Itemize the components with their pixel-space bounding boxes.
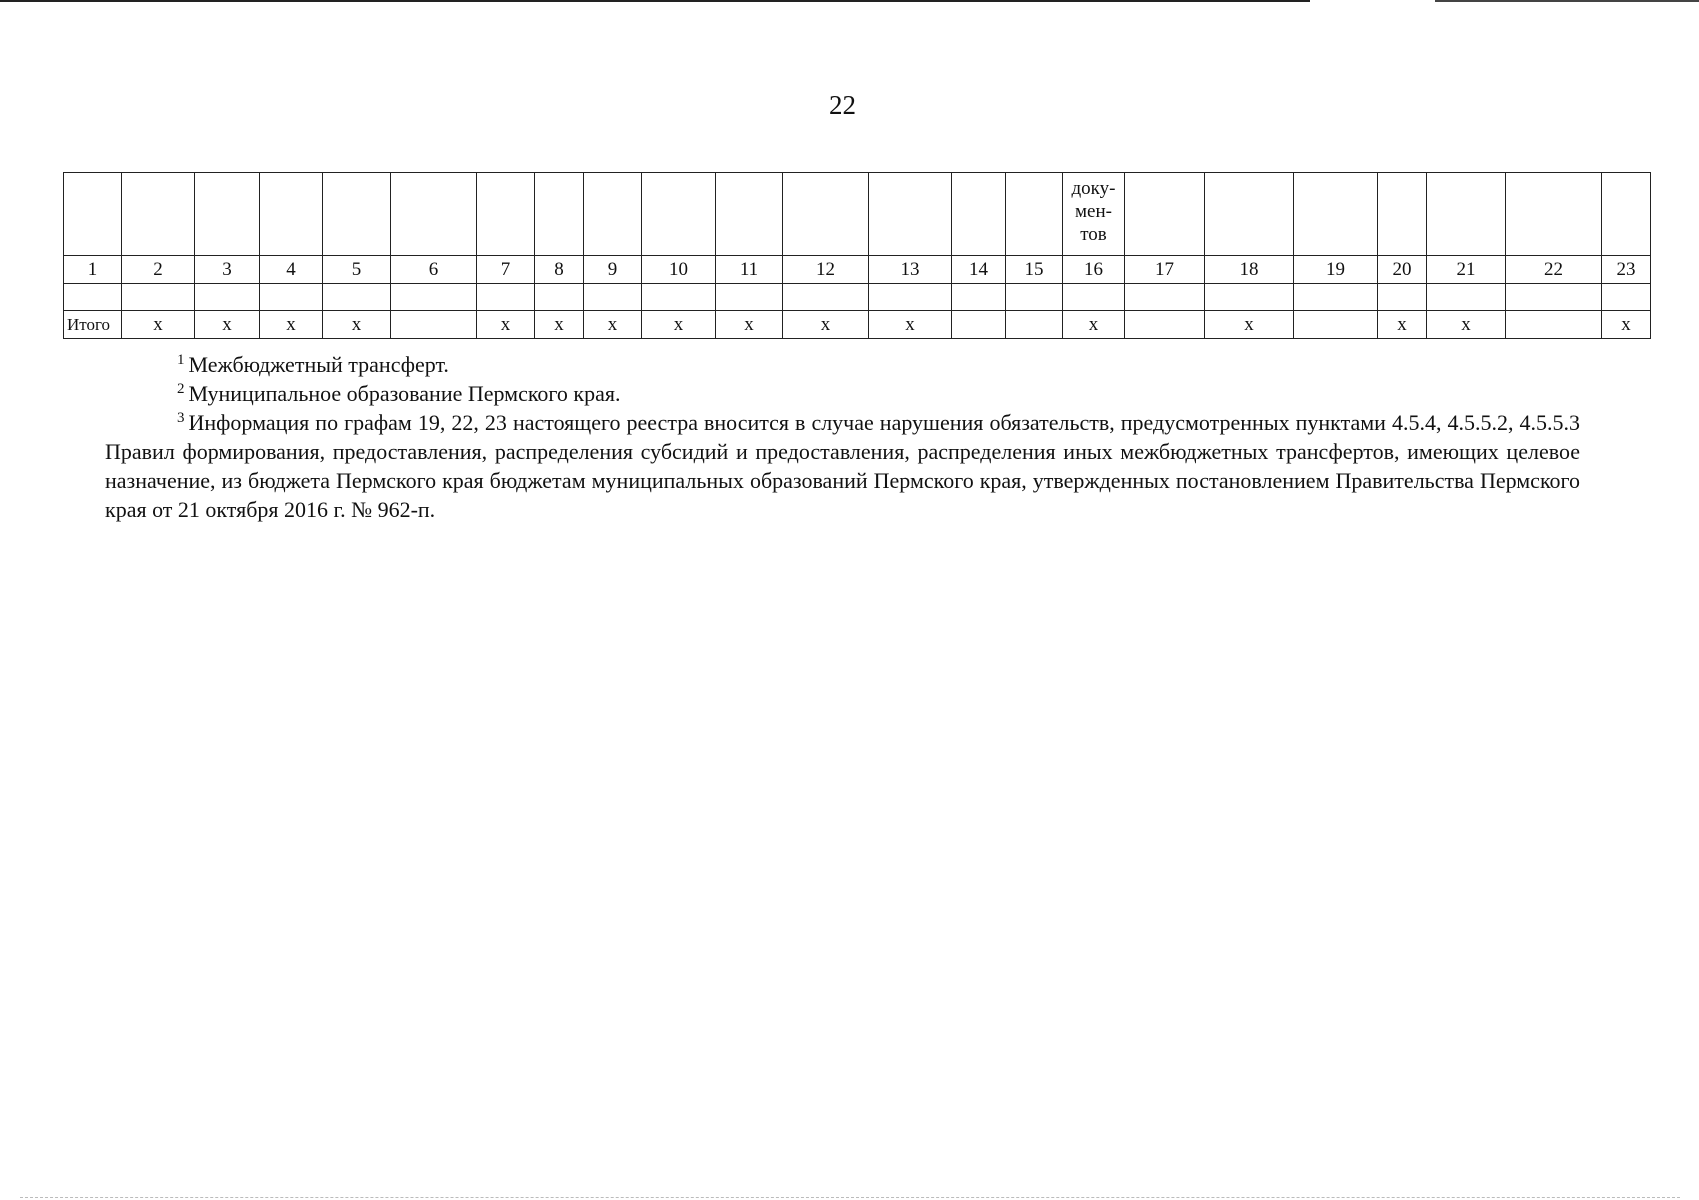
bottom-border-line: [20, 1197, 1680, 1199]
total-cell: x: [1602, 311, 1651, 339]
total-cell: [391, 311, 477, 339]
total-cell: x: [323, 311, 391, 339]
footnote-marker: 3: [177, 410, 185, 426]
table-cell: [477, 173, 535, 256]
total-cell: x: [122, 311, 195, 339]
column-number: 12: [783, 256, 869, 284]
table-cell: [1063, 284, 1125, 311]
total-cell: x: [783, 311, 869, 339]
table-cell: [535, 284, 584, 311]
table-cell: [195, 173, 260, 256]
table-cell: [716, 173, 783, 256]
total-cell: [1125, 311, 1205, 339]
table-cell: [1378, 284, 1427, 311]
total-cell: x: [1427, 311, 1506, 339]
total-cell: x: [642, 311, 716, 339]
column-number: 1: [64, 256, 122, 284]
footnote-3: [105, 408, 1580, 524]
table-cell: [260, 173, 323, 256]
table-cell: [1427, 173, 1506, 256]
table-cell: [952, 173, 1006, 256]
table-cell: [323, 173, 391, 256]
column-number: 11: [716, 256, 783, 284]
footnote-marker: 2: [177, 381, 185, 397]
table-cell: [1506, 173, 1602, 256]
table-cell: [1205, 284, 1294, 311]
column-number: 19: [1294, 256, 1378, 284]
table-cell: [1125, 284, 1205, 311]
table-cell: [122, 173, 195, 256]
table-cell: [323, 284, 391, 311]
footnotes: [105, 350, 1580, 524]
page-number: 22: [829, 90, 856, 120]
footnote-2: [105, 379, 1580, 408]
column-number: 10: [642, 256, 716, 284]
table-cell: [1602, 173, 1651, 256]
table-cell: [783, 284, 869, 311]
table-cell: [260, 284, 323, 311]
table-cell: [122, 284, 195, 311]
table-cell: [584, 173, 642, 256]
table-cell: [1506, 284, 1602, 311]
column-number: 15: [1006, 256, 1063, 284]
table-cell: [869, 173, 952, 256]
header-fragment-line: доку-: [1071, 178, 1116, 199]
column-number: 13: [869, 256, 952, 284]
column-number: 6: [391, 256, 477, 284]
table-cell: [195, 284, 260, 311]
table-cell: [1427, 284, 1506, 311]
header-fragment-line: мен-: [1075, 201, 1112, 222]
top-border-line: [0, 0, 1310, 2]
column-number: 17: [1125, 256, 1205, 284]
table-cell: [477, 284, 535, 311]
column-number: 9: [584, 256, 642, 284]
table-cell: [642, 284, 716, 311]
table-cell: [535, 173, 584, 256]
total-cell: x: [1063, 311, 1125, 339]
column-numbers-row: [64, 256, 1651, 284]
column-number: 16: [1063, 256, 1125, 284]
table-cell: [584, 284, 642, 311]
total-cell: x: [1205, 311, 1294, 339]
register-table: [63, 172, 1651, 339]
empty-data-row: [64, 284, 1651, 311]
table-cell: [391, 173, 477, 256]
header-fragment-line: тов: [1080, 224, 1107, 245]
total-cell: x: [477, 311, 535, 339]
column-number: 8: [535, 256, 584, 284]
table-cell: [1006, 173, 1063, 256]
total-cell: [952, 311, 1006, 339]
total-cell: x: [195, 311, 260, 339]
table-header-row: [64, 173, 1651, 256]
total-row: [64, 311, 1651, 339]
total-cell: [1506, 311, 1602, 339]
top-border-line-right: [1435, 0, 1699, 2]
table-cell: [1294, 284, 1378, 311]
table-cell: [1006, 284, 1063, 311]
table-cell: [783, 173, 869, 256]
total-cell: x: [1378, 311, 1427, 339]
column-number: 2: [122, 256, 195, 284]
total-cell: x: [869, 311, 952, 339]
total-cell: x: [260, 311, 323, 339]
total-label: Итого: [64, 311, 122, 339]
total-cell: x: [535, 311, 584, 339]
column-number: 4: [260, 256, 323, 284]
total-cell: [1294, 311, 1378, 339]
table-cell: [1378, 173, 1427, 256]
total-cell: [1006, 311, 1063, 339]
column-number: 18: [1205, 256, 1294, 284]
footnote-text: Муниципальное образование Пермского края.: [188, 381, 621, 406]
column-number: 20: [1378, 256, 1427, 284]
table-cell: [716, 284, 783, 311]
table-cell: [952, 284, 1006, 311]
header-cell-documents: [1063, 173, 1125, 256]
footnote-text: Межбюджетный трансферт.: [188, 352, 449, 377]
table-cell: [1125, 173, 1205, 256]
column-number: 14: [952, 256, 1006, 284]
table-cell: [869, 284, 952, 311]
total-cell: x: [716, 311, 783, 339]
table-cell: [1602, 284, 1651, 311]
table-cell: [64, 173, 122, 256]
table-cell: [64, 284, 122, 311]
footnote-1: [105, 350, 1580, 379]
column-number: 3: [195, 256, 260, 284]
table-cell: [391, 284, 477, 311]
column-number: 7: [477, 256, 535, 284]
column-number: 22: [1506, 256, 1602, 284]
table-cell: [1205, 173, 1294, 256]
column-number: 5: [323, 256, 391, 284]
table-cell: [1294, 173, 1378, 256]
total-cell: x: [584, 311, 642, 339]
column-number: 21: [1427, 256, 1506, 284]
footnote-marker: 1: [177, 352, 185, 368]
table-cell: [642, 173, 716, 256]
column-number: 23: [1602, 256, 1651, 284]
footnote-text: Информация по графам 19, 22, 23 настоящего реестра вносится в случае нарушения обязательств, предусмотренных пунктами 4.5.4, 4.5.5.2, 4.5.5.3 Правил формирования, предоставления, распределения субсидий и предоставления, распределения иных межбюджетных трансфертов, имеющих целевое назначение, из бюджета Пермского края бюджетам муниципальных образований Пермского края, утвержденных постановлением Правительства Пермского края от 21 октября 2016 г. № 962-п.: [105, 410, 1580, 522]
